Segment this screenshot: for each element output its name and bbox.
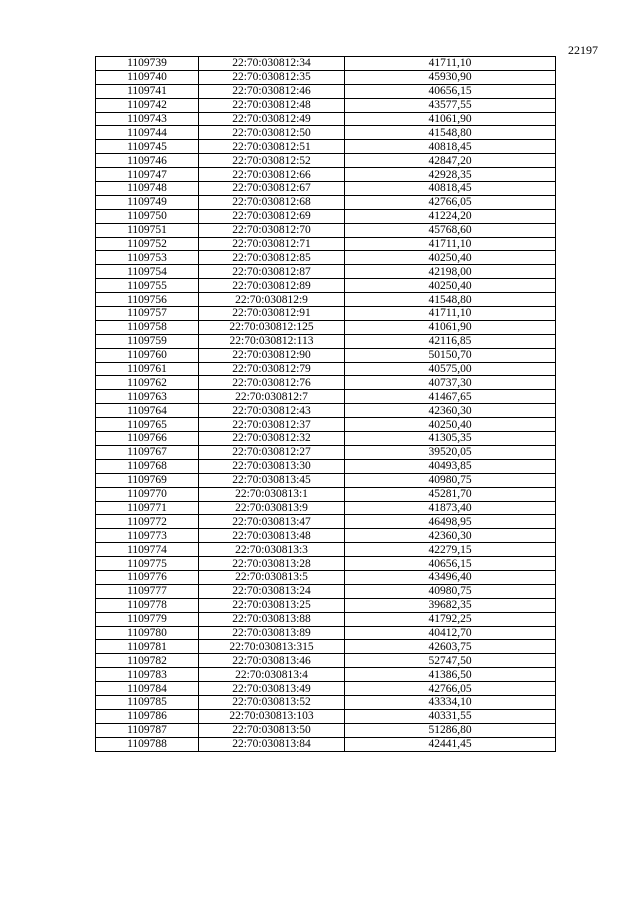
- table-row: [96, 320, 556, 334]
- cell-cadastral-number: 22:70:030813:9: [199, 501, 345, 515]
- table-row: [96, 307, 556, 321]
- cell-record-number: 1109787: [96, 723, 199, 737]
- cell-record-number: 1109776: [96, 570, 199, 584]
- cell-record-number: 1109774: [96, 543, 199, 557]
- table-row: [96, 515, 556, 529]
- cell-cadastral-number: 22:70:030812:27: [199, 445, 345, 459]
- cell-record-number: 1109759: [96, 334, 199, 348]
- cell-value: 41792,25: [345, 612, 556, 626]
- table-row: [96, 626, 556, 640]
- cell-record-number: 1109772: [96, 515, 199, 529]
- cell-cadastral-number: 22:70:030812:46: [199, 84, 345, 98]
- cell-cadastral-number: 22:70:030812:71: [199, 237, 345, 251]
- cell-cadastral-number: 22:70:030812:85: [199, 251, 345, 265]
- table-row: [96, 126, 556, 140]
- cell-cadastral-number: 22:70:030812:70: [199, 223, 345, 237]
- cell-value: 50150,70: [345, 348, 556, 362]
- cell-cadastral-number: 22:70:030813:103: [199, 709, 345, 723]
- cell-record-number: 1109755: [96, 279, 199, 293]
- cell-value: 41224,20: [345, 209, 556, 223]
- cell-record-number: 1109786: [96, 709, 199, 723]
- cell-cadastral-number: 22:70:030813:24: [199, 584, 345, 598]
- cell-cadastral-number: 22:70:030813:50: [199, 723, 345, 737]
- cell-record-number: 1109777: [96, 584, 199, 598]
- cell-cadastral-number: 22:70:030812:90: [199, 348, 345, 362]
- cell-cadastral-number: 22:70:030813:46: [199, 654, 345, 668]
- table-row: [96, 223, 556, 237]
- table-row: [96, 584, 556, 598]
- cell-record-number: 1109781: [96, 640, 199, 654]
- table-row: [96, 209, 556, 223]
- cell-record-number: 1109765: [96, 418, 199, 432]
- cell-record-number: 1109745: [96, 140, 199, 154]
- table-row: [96, 723, 556, 737]
- table-row: [96, 376, 556, 390]
- cell-cadastral-number: 22:70:030812:68: [199, 195, 345, 209]
- cell-record-number: 1109754: [96, 265, 199, 279]
- cell-record-number: 1109788: [96, 737, 199, 751]
- table-row: [96, 473, 556, 487]
- cell-record-number: 1109771: [96, 501, 199, 515]
- cell-cadastral-number: 22:70:030812:87: [199, 265, 345, 279]
- cell-value: 40980,75: [345, 473, 556, 487]
- cell-cadastral-number: 22:70:030812:76: [199, 376, 345, 390]
- cell-value: 41305,35: [345, 432, 556, 446]
- cell-cadastral-number: 22:70:030812:69: [199, 209, 345, 223]
- cell-record-number: 1109785: [96, 695, 199, 709]
- cell-record-number: 1109764: [96, 404, 199, 418]
- table-row: [96, 334, 556, 348]
- cell-cadastral-number: 22:70:030813:88: [199, 612, 345, 626]
- table-row: [96, 418, 556, 432]
- cell-record-number: 1109761: [96, 362, 199, 376]
- cell-cadastral-number: 22:70:030812:9: [199, 293, 345, 307]
- cell-cadastral-number: 22:70:030812:52: [199, 154, 345, 168]
- cell-value: 42766,05: [345, 195, 556, 209]
- table-row: [96, 390, 556, 404]
- cell-value: 40412,70: [345, 626, 556, 640]
- cell-record-number: 1109775: [96, 557, 199, 571]
- cell-value: 39520,05: [345, 445, 556, 459]
- cell-value: 41711,10: [345, 307, 556, 321]
- cell-value: 40250,40: [345, 251, 556, 265]
- cell-value: 42360,30: [345, 404, 556, 418]
- cell-value: 40980,75: [345, 584, 556, 598]
- table-row: [96, 570, 556, 584]
- table-row: [96, 84, 556, 98]
- cell-value: 42603,75: [345, 640, 556, 654]
- cell-record-number: 1109747: [96, 168, 199, 182]
- cell-value: 42928,35: [345, 168, 556, 182]
- table-row: [96, 459, 556, 473]
- cell-record-number: 1109780: [96, 626, 199, 640]
- cell-record-number: 1109748: [96, 182, 199, 196]
- table-row: [96, 140, 556, 154]
- table-row: [96, 668, 556, 682]
- cell-value: 40818,45: [345, 140, 556, 154]
- cell-cadastral-number: 22:70:030812:51: [199, 140, 345, 154]
- cell-record-number: 1109766: [96, 432, 199, 446]
- table-row: [96, 543, 556, 557]
- cell-value: 40656,15: [345, 557, 556, 571]
- cell-record-number: 1109744: [96, 126, 199, 140]
- table-row: [96, 682, 556, 696]
- cell-cadastral-number: 22:70:030813:1: [199, 487, 345, 501]
- cell-cadastral-number: 22:70:030813:30: [199, 459, 345, 473]
- cell-value: 41711,10: [345, 57, 556, 71]
- table-body: [96, 57, 556, 752]
- cell-cadastral-number: 22:70:030812:89: [199, 279, 345, 293]
- cell-cadastral-number: 22:70:030812:49: [199, 112, 345, 126]
- table-row: [96, 529, 556, 543]
- table-row: [96, 432, 556, 446]
- cell-value: 43577,55: [345, 98, 556, 112]
- cell-value: 42360,30: [345, 529, 556, 543]
- cell-cadastral-number: 22:70:030813:45: [199, 473, 345, 487]
- cell-record-number: 1109741: [96, 84, 199, 98]
- cell-value: 43496,40: [345, 570, 556, 584]
- cell-value: 41548,80: [345, 126, 556, 140]
- cell-cadastral-number: 22:70:030813:5: [199, 570, 345, 584]
- cell-cadastral-number: 22:70:030812:50: [199, 126, 345, 140]
- table-row: [96, 168, 556, 182]
- cell-cadastral-number: 22:70:030812:91: [199, 307, 345, 321]
- cell-cadastral-number: 22:70:030813:4: [199, 668, 345, 682]
- cell-value: 41061,90: [345, 320, 556, 334]
- cell-cadastral-number: 22:70:030812:66: [199, 168, 345, 182]
- cell-record-number: 1109749: [96, 195, 199, 209]
- cell-value: 41873,40: [345, 501, 556, 515]
- cell-record-number: 1109784: [96, 682, 199, 696]
- cell-value: 40656,15: [345, 84, 556, 98]
- cell-value: 42766,05: [345, 682, 556, 696]
- table-row: [96, 487, 556, 501]
- cell-value: 42116,85: [345, 334, 556, 348]
- cell-value: 51286,80: [345, 723, 556, 737]
- cell-value: 46498,95: [345, 515, 556, 529]
- cell-value: 40331,55: [345, 709, 556, 723]
- cell-cadastral-number: 22:70:030812:37: [199, 418, 345, 432]
- cell-cadastral-number: 22:70:030812:35: [199, 70, 345, 84]
- table-row: [96, 404, 556, 418]
- cell-value: 41467,65: [345, 390, 556, 404]
- table-row: [96, 709, 556, 723]
- cell-record-number: 1109762: [96, 376, 199, 390]
- cell-value: 41548,80: [345, 293, 556, 307]
- cell-value: 42279,15: [345, 543, 556, 557]
- table-row: [96, 251, 556, 265]
- cell-cadastral-number: 22:70:030813:315: [199, 640, 345, 654]
- cell-value: 40737,30: [345, 376, 556, 390]
- cell-record-number: 1109756: [96, 293, 199, 307]
- cell-cadastral-number: 22:70:030813:3: [199, 543, 345, 557]
- cell-value: 43334,10: [345, 695, 556, 709]
- cell-value: 41061,90: [345, 112, 556, 126]
- cell-record-number: 1109783: [96, 668, 199, 682]
- cell-record-number: 1109751: [96, 223, 199, 237]
- cell-record-number: 1109760: [96, 348, 199, 362]
- cell-cadastral-number: 22:70:030813:47: [199, 515, 345, 529]
- cell-cadastral-number: 22:70:030812:67: [199, 182, 345, 196]
- cell-record-number: 1109753: [96, 251, 199, 265]
- cell-cadastral-number: 22:70:030812:32: [199, 432, 345, 446]
- cell-value: 41711,10: [345, 237, 556, 251]
- table-row: [96, 348, 556, 362]
- cell-cadastral-number: 22:70:030813:89: [199, 626, 345, 640]
- cell-value: 52747,50: [345, 654, 556, 668]
- cell-value: 42847,20: [345, 154, 556, 168]
- cell-record-number: 1109763: [96, 390, 199, 404]
- table-row: [96, 612, 556, 626]
- table-row: [96, 265, 556, 279]
- table-row: [96, 182, 556, 196]
- cell-record-number: 1109779: [96, 612, 199, 626]
- cell-record-number: 1109770: [96, 487, 199, 501]
- table-row: [96, 237, 556, 251]
- cell-cadastral-number: 22:70:030812:125: [199, 320, 345, 334]
- cell-value: 40250,40: [345, 418, 556, 432]
- cell-value: 39682,35: [345, 598, 556, 612]
- cell-cadastral-number: 22:70:030812:113: [199, 334, 345, 348]
- table-row: [96, 57, 556, 71]
- table-row: [96, 154, 556, 168]
- table-row: [96, 70, 556, 84]
- table-row: [96, 695, 556, 709]
- cell-cadastral-number: 22:70:030812:79: [199, 362, 345, 376]
- cell-value: 42198,00: [345, 265, 556, 279]
- cell-cadastral-number: 22:70:030813:28: [199, 557, 345, 571]
- table-row: [96, 737, 556, 751]
- cell-value: 45768,60: [345, 223, 556, 237]
- cell-value: 40818,45: [345, 182, 556, 196]
- cell-record-number: 1109782: [96, 654, 199, 668]
- table-row: [96, 598, 556, 612]
- cell-record-number: 1109743: [96, 112, 199, 126]
- cell-value: 45930,90: [345, 70, 556, 84]
- cell-cadastral-number: 22:70:030813:49: [199, 682, 345, 696]
- cell-record-number: 1109740: [96, 70, 199, 84]
- cell-value: 40250,40: [345, 279, 556, 293]
- cell-record-number: 1109768: [96, 459, 199, 473]
- cell-value: 42441,45: [345, 737, 556, 751]
- table-row: [96, 293, 556, 307]
- cell-record-number: 1109752: [96, 237, 199, 251]
- cell-cadastral-number: 22:70:030812:43: [199, 404, 345, 418]
- cell-record-number: 1109773: [96, 529, 199, 543]
- cell-record-number: 1109739: [96, 57, 199, 71]
- cell-value: 40575,00: [345, 362, 556, 376]
- cell-record-number: 1109757: [96, 307, 199, 321]
- table-row: [96, 654, 556, 668]
- cell-cadastral-number: 22:70:030812:34: [199, 57, 345, 71]
- table-row: [96, 501, 556, 515]
- table-row: [96, 112, 556, 126]
- cell-cadastral-number: 22:70:030813:48: [199, 529, 345, 543]
- cell-record-number: 1109742: [96, 98, 199, 112]
- cell-record-number: 1109746: [96, 154, 199, 168]
- cell-record-number: 1109778: [96, 598, 199, 612]
- table-row: [96, 445, 556, 459]
- table-row: [96, 557, 556, 571]
- cell-value: 41386,50: [345, 668, 556, 682]
- cell-record-number: 1109769: [96, 473, 199, 487]
- data-table: [95, 56, 556, 752]
- table-row: [96, 98, 556, 112]
- table-row: [96, 640, 556, 654]
- cell-cadastral-number: 22:70:030812:7: [199, 390, 345, 404]
- cell-cadastral-number: 22:70:030813:84: [199, 737, 345, 751]
- cell-record-number: 1109750: [96, 209, 199, 223]
- cell-record-number: 1109758: [96, 320, 199, 334]
- table-row: [96, 362, 556, 376]
- cell-cadastral-number: 22:70:030813:25: [199, 598, 345, 612]
- cell-value: 40493,85: [345, 459, 556, 473]
- page-number: 22197: [568, 43, 598, 57]
- cell-value: 45281,70: [345, 487, 556, 501]
- cell-cadastral-number: 22:70:030812:48: [199, 98, 345, 112]
- cell-record-number: 1109767: [96, 445, 199, 459]
- table-row: [96, 195, 556, 209]
- table-row: [96, 279, 556, 293]
- cell-cadastral-number: 22:70:030813:52: [199, 695, 345, 709]
